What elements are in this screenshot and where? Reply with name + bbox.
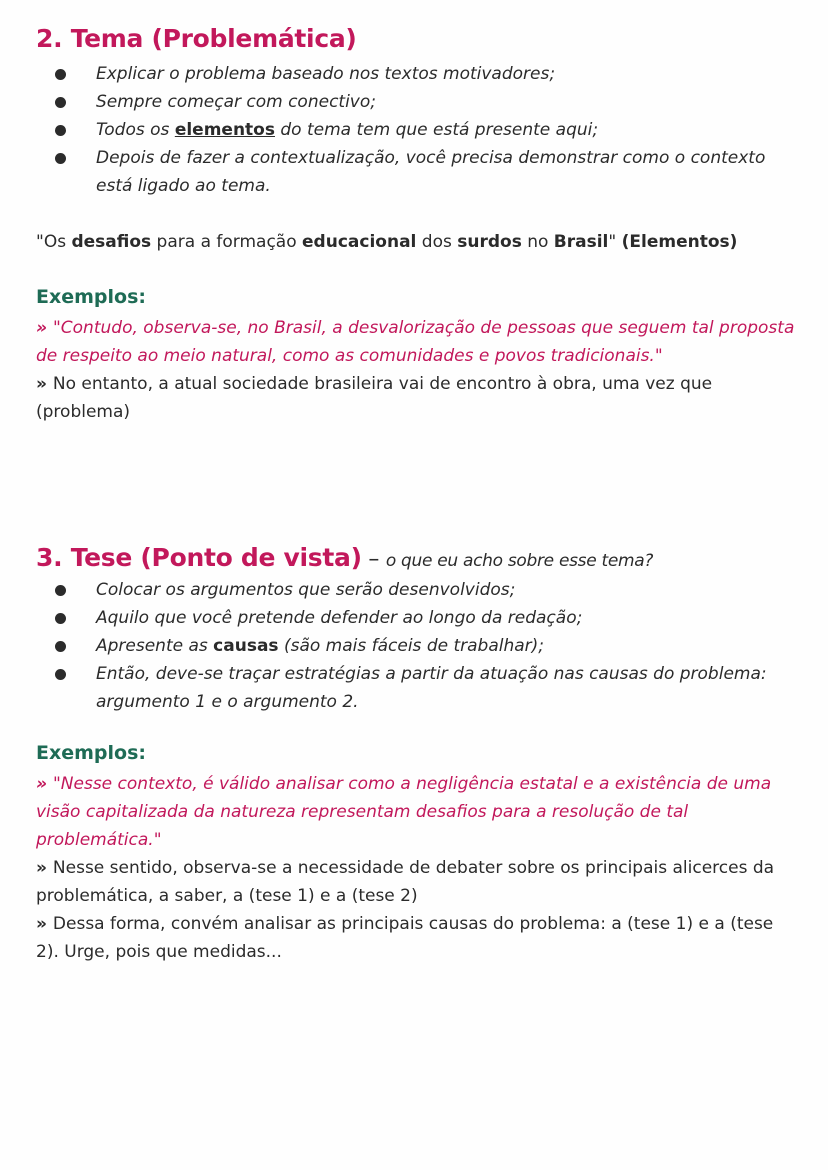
example-text: "Nesse contexto, é válido analisar como a negligência estatal e a existência de uma visão capitalizada da natureza representam desafios para a resolução de tal problemática." (36, 774, 772, 850)
section-3-examples-label: Exemplos: (36, 742, 146, 764)
section-2-bullet (0, 116, 828, 144)
chevron-right-icon: » (36, 858, 53, 878)
chevron-right-icon: » (36, 318, 53, 338)
example-sentence (36, 854, 796, 910)
bullet-text-pre: Todos os (96, 120, 175, 140)
example-text: Nesse sentido, observa-se a necessidade de debater sobre os principais alicerces da problemática, a saber, a (tese 1) e a (tese 2) (36, 858, 775, 906)
section-2-bullet (0, 88, 828, 116)
bullet-dot-icon (55, 641, 66, 652)
example-sentence (36, 370, 796, 426)
example-text: "Contudo, observa-se, no Brasil, a desvalorização de pessoas que seguem tal proposta de respeito ao meio natural, como as comunidades e povos tradicionais." (36, 318, 795, 366)
bullet-text: Sempre começar com conectivo; (96, 92, 376, 112)
theme-text: dos (416, 232, 458, 252)
bullet-dot-icon (55, 669, 66, 680)
section-3-bullet (0, 660, 828, 716)
section-3-title-text: 3. Tese (Ponto de vista) (36, 543, 362, 572)
title-separator: – (361, 547, 386, 572)
section-3-title (36, 543, 653, 572)
chevron-right-icon: » (36, 774, 53, 794)
theme-text: para a formação (151, 232, 303, 252)
example-quote (36, 770, 796, 854)
bullet-text-pre: Apresente as (96, 636, 214, 656)
bullet-dot-icon (55, 585, 66, 596)
theme-element: educacional (302, 232, 417, 252)
theme-text: " (608, 232, 622, 252)
bullet-text: Então, deve-se traçar estratégias a partir da atuação nas causas do problema: argumento 1 e o argumento 2. (96, 664, 767, 712)
bullet-text: Colocar os argumentos que serão desenvolvidos; (96, 580, 516, 600)
theme-statement (36, 228, 796, 256)
section-2-examples-label: Exemplos: (36, 286, 146, 308)
bullet-text-post: do tema tem que está presente aqui; (274, 120, 599, 140)
bullet-dot-icon (55, 153, 66, 164)
bullet-text: Explicar o problema baseado nos textos motivadores; (96, 64, 556, 84)
section-3-bullet (0, 604, 828, 632)
bullet-dot-icon (55, 97, 66, 108)
section-3-subtitle: o que eu acho sobre esse tema? (385, 551, 654, 571)
example-text: No entanto, a atual sociedade brasileira vai de encontro à obra, uma vez que (problema) (36, 374, 713, 422)
theme-element: surdos (457, 232, 522, 252)
section-2-examples (36, 314, 796, 426)
section-2-title-text: 2. Tema (Problemática) (36, 24, 357, 53)
section-2-bullet-list (0, 60, 828, 200)
section-2-bullet (0, 60, 828, 88)
theme-element: Brasil (553, 232, 609, 252)
bullet-emphasis: elementos (174, 120, 275, 140)
bullet-dot-icon (55, 613, 66, 624)
theme-text: "Os (36, 232, 72, 252)
section-3-bullet (0, 632, 828, 660)
section-3-bullet (0, 576, 828, 604)
theme-elements-label: (Elementos) (621, 232, 738, 252)
theme-text: no (521, 232, 554, 252)
bullet-dot-icon (55, 125, 66, 136)
section-2-title (36, 24, 357, 53)
section-3-examples (36, 770, 796, 966)
example-quote (36, 314, 796, 370)
bullet-dot-icon (55, 69, 66, 80)
example-text: Dessa forma, convém analisar as principais causas do problema: a (tese 1) e a (tese 2). Urge, pois que medidas... (36, 914, 774, 962)
theme-element: desafios (71, 232, 152, 252)
chevron-right-icon: » (36, 374, 53, 394)
example-sentence (36, 910, 796, 966)
chevron-right-icon: » (36, 914, 53, 934)
bullet-emphasis: causas (213, 636, 279, 656)
section-3-bullet-list (0, 576, 828, 716)
section-2-bullet (0, 144, 828, 200)
bullet-text-post: (são mais fáceis de trabalhar); (278, 636, 545, 656)
bullet-text: Aquilo que você pretende defender ao longo da redação; (96, 608, 583, 628)
bullet-text: Depois de fazer a contextualização, você precisa demonstrar como o contexto está ligado ao tema. (96, 148, 766, 196)
